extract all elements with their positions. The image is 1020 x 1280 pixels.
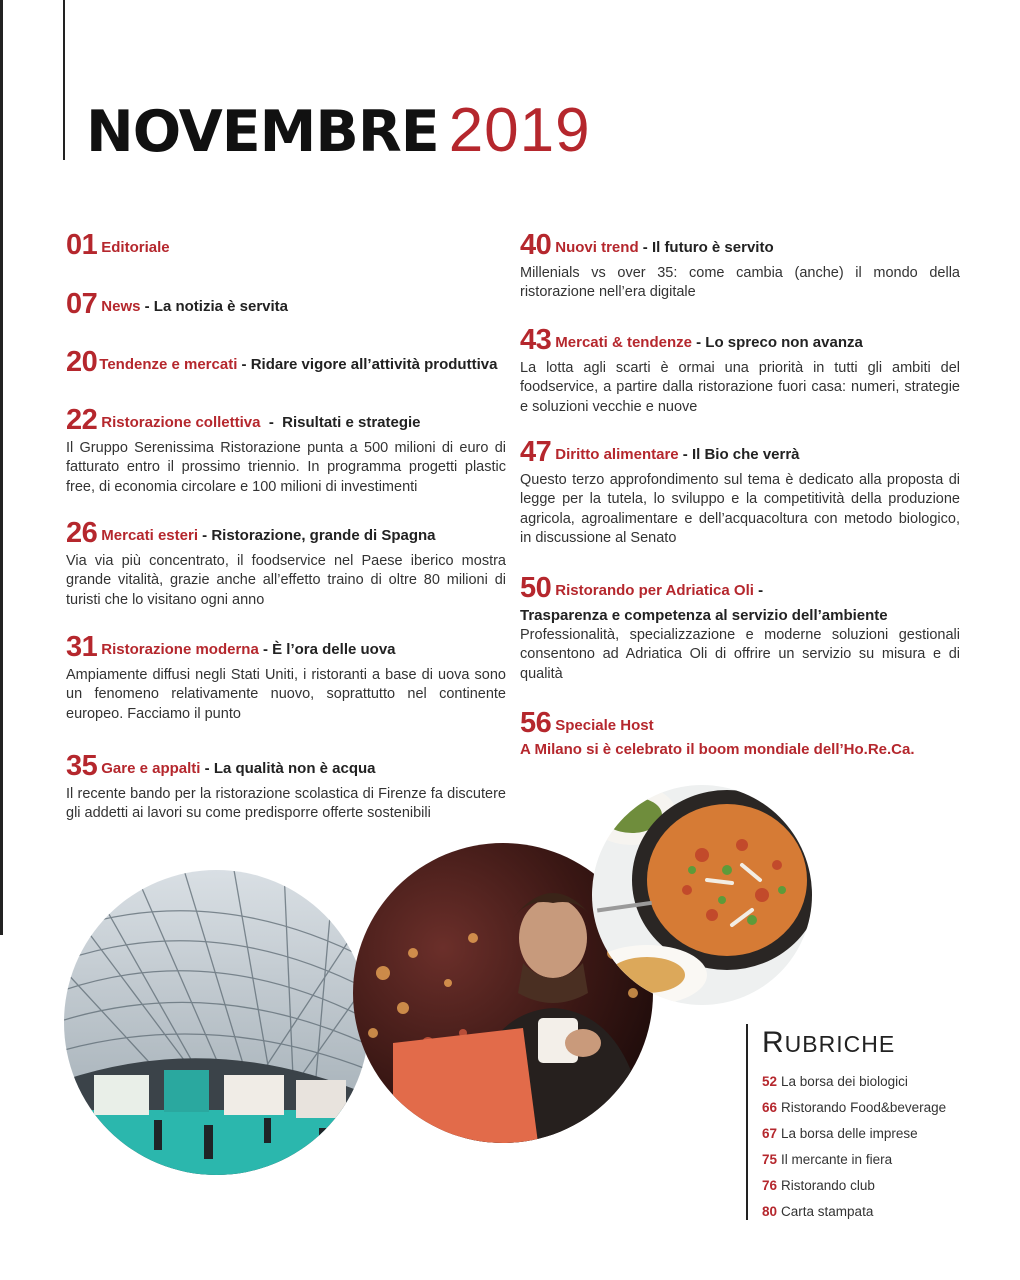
toc-entry[interactable]	[66, 347, 506, 379]
rubrica-label: Carta stampata	[781, 1204, 874, 1219]
article-title: - La notizia è servita	[140, 298, 288, 315]
rubrica-label: Ristorando club	[781, 1178, 875, 1193]
page-number: 40	[520, 229, 552, 261]
toc-entry[interactable]	[66, 405, 506, 497]
rubrica-item[interactable]	[762, 1069, 966, 1095]
rubrica-page-number: 75	[762, 1152, 778, 1167]
toc-entry[interactable]	[520, 437, 960, 549]
article-title-line2: Trasparenza e competenza al servizio dell’ambiente	[520, 606, 888, 624]
section-name: Editoriale	[101, 239, 170, 256]
rubrica-label: La borsa delle imprese	[781, 1126, 918, 1141]
page-number: 01	[66, 229, 98, 261]
header-rule	[63, 0, 65, 160]
rubrica-page-number: 66	[762, 1100, 778, 1115]
article-summary: Ampiamente diffusi negli Stati Uniti, i ristoranti a base di uova sono un fenomeno relativamente nuovo, soprattutto nel continente europeo. Facciamo il punto	[66, 666, 506, 722]
section-name: Diritto alimentare	[555, 446, 679, 463]
rubrica-item[interactable]	[762, 1095, 966, 1121]
rubrica-item[interactable]	[762, 1199, 966, 1225]
title-year: 2019	[448, 96, 591, 165]
article-title: - Il Bio che verrà	[678, 446, 800, 463]
glass-dome-pavilion-photo	[64, 870, 369, 1175]
section-name: Mercati esteri	[101, 527, 198, 544]
article-summary: Questo terzo approfondimento sul tema è dedicato alla proposta di legge per la tutela, lo sviluppo e la competitività della produzione agricola, agroalimentare e dell’acquacoltura con metodo biologico, in discussione al Senato	[520, 471, 960, 547]
article-title: - È l’ora delle uova	[258, 641, 396, 658]
article-title: - Lo spreco non avanza	[691, 334, 863, 351]
rubrica-item[interactable]	[762, 1173, 966, 1199]
rubrica-item[interactable]	[762, 1121, 966, 1147]
article-summary: Professionalità, specializzazione e moderne soluzioni gestionali consentono ad Adriatica Oli di offrire un servizio su misura e di qualità	[520, 626, 960, 682]
toc-entry[interactable]	[66, 751, 506, 824]
article-title: - Risultati e strategie	[260, 414, 421, 431]
section-name: Ristorazione moderna	[101, 641, 259, 658]
article-title: - Ridare vigore all’attività produttiva	[237, 356, 498, 373]
article-summary: Il recente bando per la ristorazione scolastica di Firenze fa discutere gli addetti ai lavori su come predisporre offerte sostenibili	[66, 785, 506, 822]
section-name: Mercati & tendenze	[555, 334, 692, 351]
page-number: 47	[520, 436, 552, 468]
rubriche-title-cap: R	[762, 1026, 785, 1059]
toc-entry[interactable]	[520, 325, 960, 417]
rubrica-page-number: 67	[762, 1126, 778, 1141]
toc-entry[interactable]	[520, 573, 960, 684]
rubrica-label: Ristorando Food&beverage	[781, 1100, 947, 1115]
page-number: 43	[520, 324, 552, 356]
paella-dish-photo	[592, 785, 812, 1005]
page-number: 56	[520, 707, 552, 739]
rubrica-label: Il mercante in fiera	[781, 1152, 893, 1167]
page-number: 31	[66, 631, 98, 663]
page-number: 22	[66, 404, 98, 436]
section-name: Ristorando per Adriatica Oli	[555, 582, 754, 599]
article-title: - Il futuro è servito	[638, 239, 774, 256]
article-title-line2: A Milano si è celebrato il boom mondiale dell’Ho.Re.Ca.	[520, 740, 915, 758]
article-title: - Ristorazione, grande di Spagna	[197, 527, 436, 544]
title-month: NOVEMBRE	[86, 99, 439, 165]
section-name: News	[101, 298, 141, 315]
toc-entry[interactable]	[66, 518, 506, 610]
toc-entry[interactable]	[520, 708, 960, 758]
toc-entry[interactable]	[520, 230, 960, 303]
article-summary: Il Gruppo Serenissima Ristorazione punta a 500 milioni di euro di fatturato entro il prossimo triennio. In programma progetti plastic free, di economia circolare e 100 milioni di investimenti	[66, 439, 506, 495]
page-number: 26	[66, 517, 98, 549]
page-number: 50	[520, 572, 552, 604]
rubrica-item[interactable]	[762, 1147, 966, 1173]
section-name: Speciale Host	[555, 717, 654, 734]
section-name: Tendenze e mercati	[99, 356, 238, 373]
page-number: 20	[66, 346, 98, 378]
toc-entry[interactable]	[66, 289, 506, 321]
page-edge-rule	[0, 0, 3, 935]
page-number: 07	[66, 288, 98, 320]
rubriche-box	[746, 1024, 966, 1220]
article-title: -	[753, 582, 764, 599]
section-name: Ristorazione collettiva	[101, 414, 261, 431]
rubrica-page-number: 52	[762, 1074, 778, 1089]
rubrica-page-number: 80	[762, 1204, 778, 1219]
article-title: - La qualità non è acqua	[200, 760, 376, 777]
rubriche-title-rest: UBRICHE	[784, 1031, 896, 1057]
rubriche-title	[762, 1026, 966, 1061]
page-title	[86, 95, 591, 166]
article-summary: Via via più concentrato, il foodservice nel Paese iberico mostra grande vitalità, grazie anche all’effetto traino di oltre 80 milioni di turisti che lo visitano ogni anno	[66, 552, 506, 608]
toc-entry[interactable]	[66, 632, 506, 724]
rubrica-label: La borsa dei biologici	[781, 1074, 908, 1089]
article-summary: Millenials vs over 35: come cambia (anche) il mondo della ristorazione nell’era digitale	[520, 264, 960, 301]
article-summary: La lotta agli scarti è ormai una priorità in tutti gli ambiti del foodservice, a partire dalla ristorazione fuori casa: numeri, strategie e soluzioni vecchie e nuove	[520, 359, 960, 415]
toc-entry[interactable]	[66, 230, 506, 262]
page-number: 35	[66, 750, 98, 782]
section-name: Gare e appalti	[101, 760, 201, 777]
rubrica-page-number: 76	[762, 1178, 778, 1193]
section-name: Nuovi trend	[555, 239, 639, 256]
